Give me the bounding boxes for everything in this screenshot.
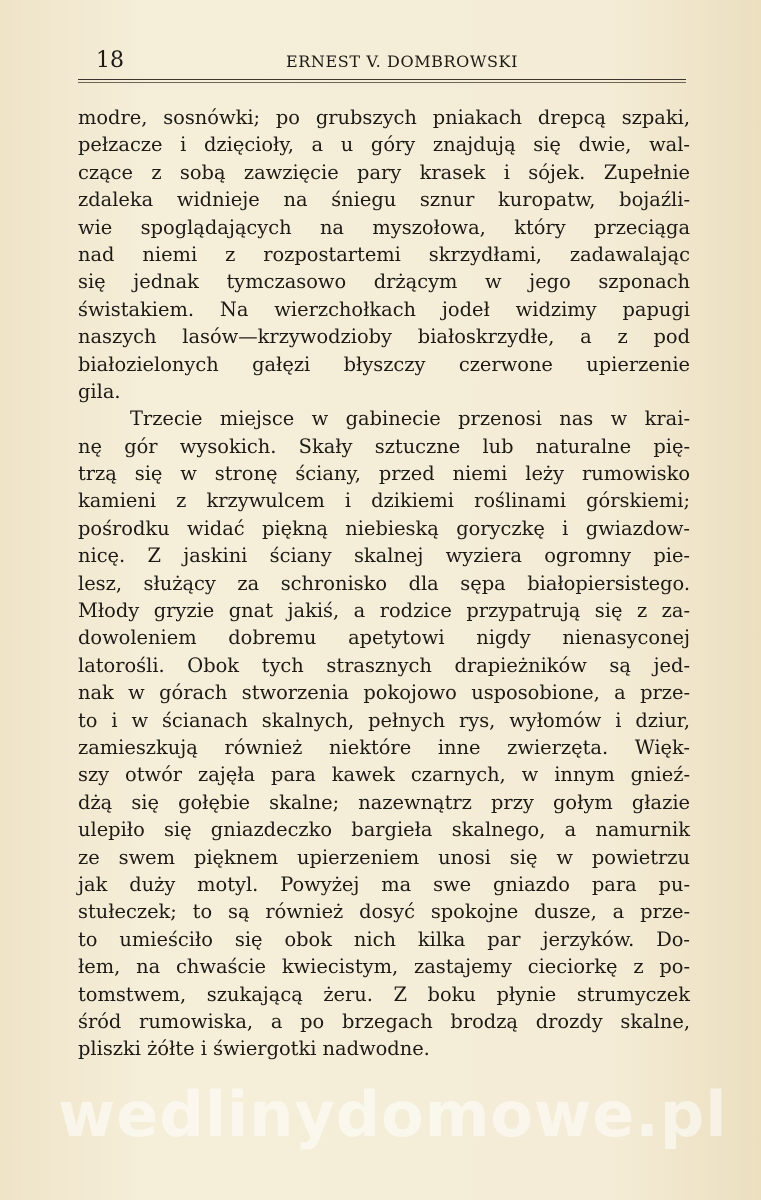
text-line: zamieszkują również niektóre inne zwierzęta. Więk- bbox=[78, 735, 690, 759]
text-line: kamieni z krzywulcem i dzikiemi roślinami górskiemi; bbox=[78, 489, 690, 513]
text-line: trzą się w stronę ściany, przed niemi leży rumowisko bbox=[78, 462, 690, 486]
text-line: latorośli. Obok tych strasznych drapieżników są jed- bbox=[78, 653, 690, 677]
text-line: naszych lasów—krzywodzioby białoskrzydłe, a z pod bbox=[78, 325, 690, 349]
text-line: lesz, służący za schronisko dla sępa białopiersistego. bbox=[78, 571, 690, 595]
running-head: ERNEST V. DOMBROWSKI bbox=[286, 52, 518, 71]
text-line: pliszki żółte i świergotki nadwodne. bbox=[78, 1037, 430, 1061]
text-line: się jednak tymczasowo drżącym w jego szponach bbox=[78, 270, 690, 294]
header-rule-thin bbox=[78, 82, 686, 83]
text-line: zdaleka widnieje na śniegu sznur kuropatw, bojaźli- bbox=[78, 188, 690, 212]
text-line: modre, sosnówki; po grubszych pniakach drepcą szpaki, bbox=[78, 106, 690, 129]
page-number: 18 bbox=[96, 48, 124, 73]
text-line: pośrodku widać piękną niebieską goryczkę i gwiazdow- bbox=[78, 516, 690, 540]
text-line: białozielonych gałęzi błyszczy czerwone upierzenie bbox=[78, 352, 690, 376]
text-line: ulepiło się gniazdeczko bargieła skalnego, a namurnik bbox=[78, 818, 690, 842]
text-line: dżą się gołębie skalne; nazewnątrz przy gołym głazie bbox=[78, 790, 690, 814]
text-line: nicę. Z jaskini ściany skalnej wyziera ogromny pie- bbox=[78, 544, 690, 568]
paragraph-first-line: Trzecie miejsce w gabinecie przenosi nas w krai- bbox=[130, 407, 690, 431]
text-line: Młody gryzie gnat jakiś, a rodzice przypatrują się z za- bbox=[78, 599, 690, 623]
text-line: nę gór wysokich. Skały sztuczne lub naturalne pię- bbox=[78, 434, 690, 458]
text-line: jak duży motyl. Powyżej ma swe gniazdo para pu- bbox=[78, 872, 690, 896]
text-line: nad niemi z rozpostartemi skrzydłami, zadawalając bbox=[78, 242, 690, 266]
text-line: ze swem pięknem upierzeniem unosi się w powietrzu bbox=[78, 845, 690, 869]
page-header bbox=[78, 44, 686, 78]
text-line: to umieściło się obok nich kilka par jerzyków. Do- bbox=[78, 927, 690, 951]
text-line: to i w ścianach skalnych, pełnych rys, wyłomów i dziur, bbox=[78, 708, 690, 732]
text-line: nak w górach stworzenia pokojowo usposobione, a prze- bbox=[78, 681, 690, 705]
text-line: pełzacze i dzięcioły, a u góry znajdują się dwie, wal- bbox=[78, 133, 690, 157]
text-line: stułeczek; to są również dosyć spokojne dusze, a prze- bbox=[78, 900, 690, 924]
header-rule bbox=[78, 79, 686, 80]
text-line: szy otwór zajęła para kawek czarnych, w innym gnieź- bbox=[78, 763, 690, 787]
text-line: tomstwem, szukającą żeru. Z boku płynie strumyczek bbox=[78, 982, 690, 1006]
body-text bbox=[78, 104, 690, 1063]
text-line: gila. bbox=[78, 379, 121, 403]
watermark: wedlinydomowe.pl bbox=[58, 1078, 728, 1151]
text-line: wie spoglądających na myszołowa, który przeciąga bbox=[78, 215, 690, 239]
text-line: dowoleniem dobremu apetytowi nigdy nienasyconej bbox=[78, 626, 690, 650]
text-line: łem, na chwaście kwiecistym, zastajemy cieciorkę z po- bbox=[78, 955, 690, 979]
text-line: śród rumowiska, a po brzegach brodzą drozdy skalne, bbox=[78, 1009, 690, 1033]
text-line: czące z sobą zawzięcie pary krasek i sójek. Zupełnie bbox=[78, 160, 690, 184]
text-line: świstakiem. Na wierzchołkach jodeł widzimy papugi bbox=[78, 297, 690, 321]
